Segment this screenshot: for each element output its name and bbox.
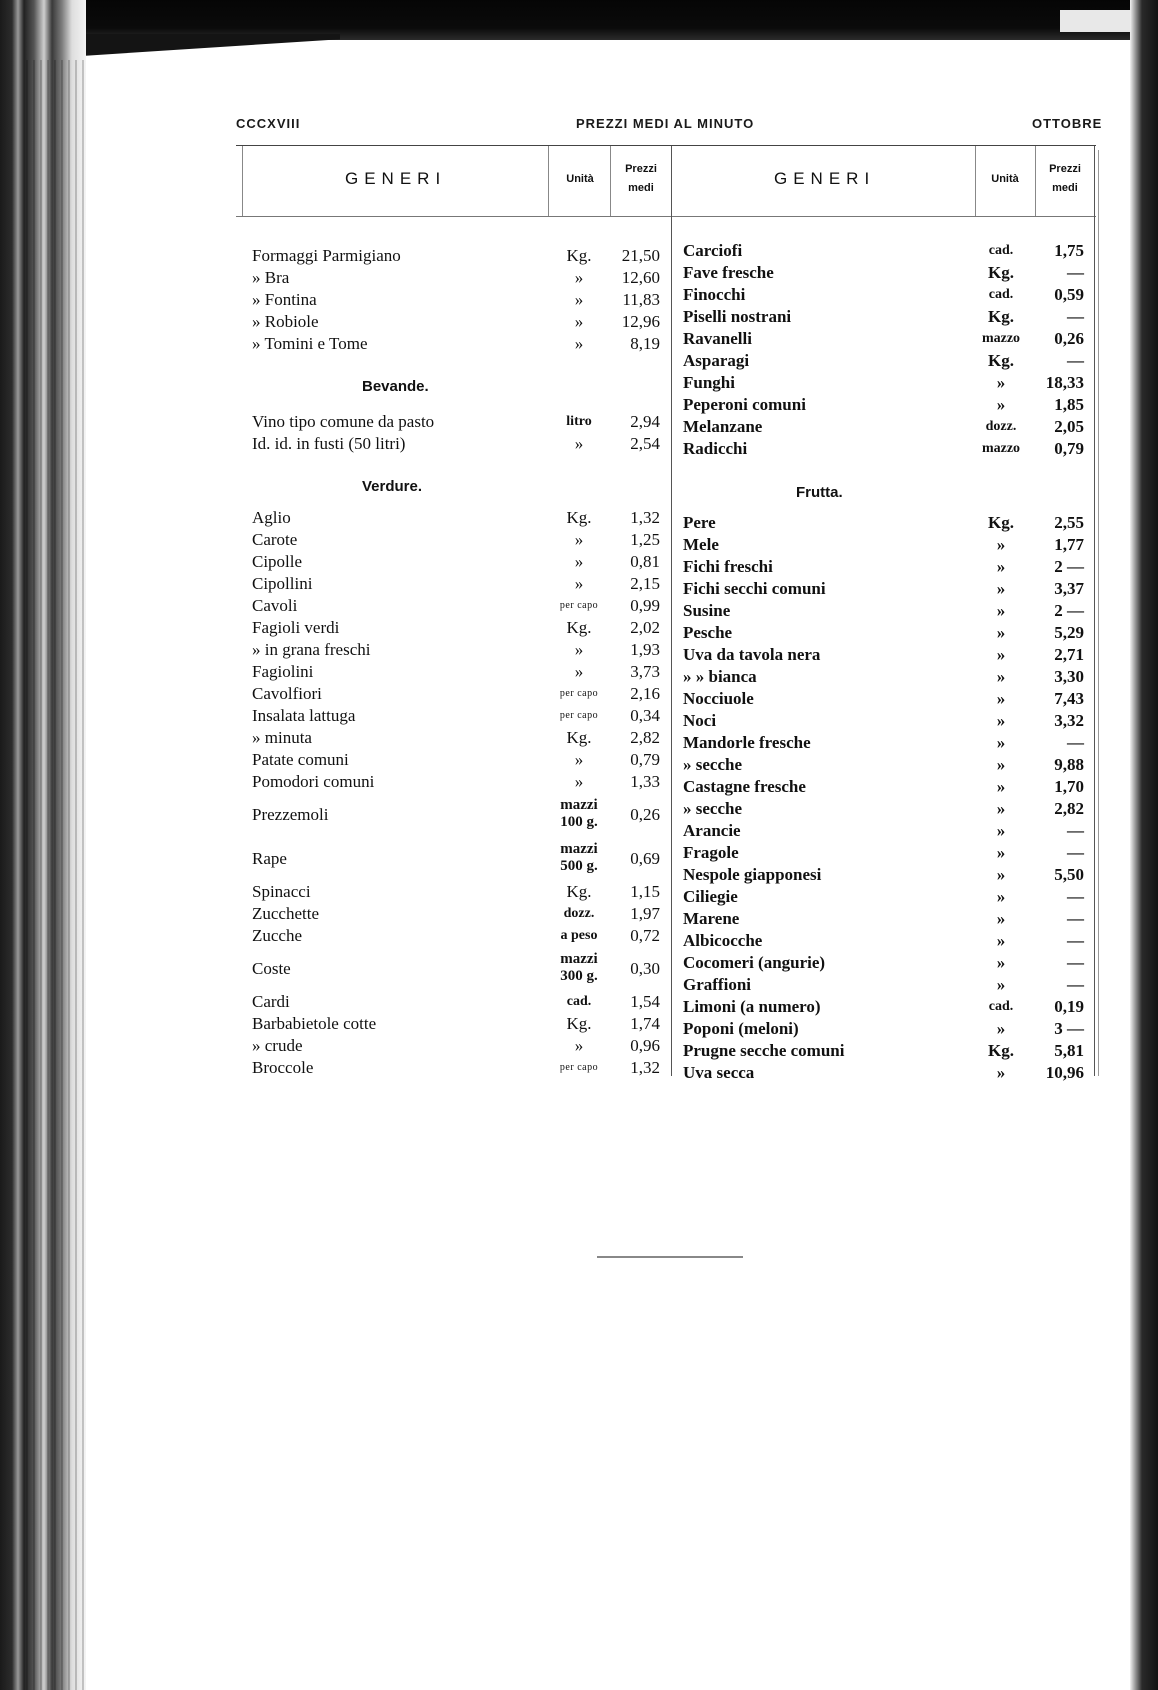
item-unit: dozz. [985,419,1017,434]
item-price: — [1067,821,1084,840]
item-name: Mele [683,535,719,554]
page-number: CCCXVIII [236,116,301,131]
prezzi-line-2: medi [1052,182,1078,194]
item-price: 0,81 [630,552,660,571]
item-price: 0,26 [630,805,660,824]
item-name: Ciliegie [683,887,738,906]
item-name: Pere [683,513,716,532]
col-header-prezzi-right [1036,160,1094,198]
item-price: 5,81 [1054,1041,1084,1060]
item-name: Id. id. in fusti (50 litri) [252,434,406,453]
item-price: 5,50 [1054,865,1084,884]
item-unit: cad. [988,243,1014,258]
item-price: 11,83 [622,290,660,309]
table-left-rule [242,146,243,216]
item-price: 7,43 [1054,689,1084,708]
item-unit: litro [566,414,592,429]
section-title-frutta: Frutta. [796,484,843,501]
item-price: 12,96 [621,312,660,331]
item-unit: » [574,772,584,791]
item-name: Limoni (a numero) [683,997,821,1016]
item-price: 2,02 [630,618,660,637]
item-price: 21,50 [621,246,660,265]
item-price: — [1067,351,1084,370]
item-name: Mandorle fresche [683,733,811,752]
item-price: 3,37 [1054,579,1084,598]
item-unit: » [996,557,1006,576]
item-name: Coste [252,959,291,978]
table-header-rule [236,216,1096,217]
page-title: PREZZI MEDI AL MINUTO [576,116,755,131]
item-unit: » [996,755,1006,774]
item-name: Melanzane [683,417,763,436]
table-right-rule-double [1098,150,1099,1076]
item-unit: » [996,953,1006,972]
item-price: 0,99 [630,596,660,615]
item-price: — [1067,887,1084,906]
item-name: Fragole [683,843,739,862]
item-price: 2,71 [1054,645,1084,664]
item-unit: » [574,268,584,287]
item-price: 1,85 [1054,395,1084,414]
item-name: Cipollini [252,574,313,593]
item-unit: » [574,334,584,353]
item-price: 1,70 [1054,777,1084,796]
item-price: — [1067,975,1084,994]
table-right-rule [1094,146,1095,1076]
scan-right-edge [1130,0,1158,1690]
item-unit: » [996,689,1006,708]
item-unit: Kg. [566,618,592,637]
item-unit: mazzo [981,331,1021,346]
item-price: — [1067,931,1084,950]
item-name: Cocomeri (angurie) [683,953,826,972]
item-price: 3,32 [1054,711,1084,730]
col-header-unita-left: Unità [566,173,594,185]
col-header-prezzi-left [612,160,670,198]
item-unit: » [996,373,1006,392]
item-price: 9,88 [1054,755,1084,774]
item-unit: » [996,821,1006,840]
item-price: 2 — [1054,557,1084,576]
item-price: 2,15 [630,574,660,593]
item-price: — [1067,909,1084,928]
item-name: Funghi [683,373,735,392]
col-header-unita-right: Unità [991,173,1019,185]
item-price: 1,32 [630,1058,660,1077]
item-name: Nespole giapponesi [683,865,822,884]
item-name: » minuta [252,728,312,747]
item-name: Vino tipo comune da pasto [252,412,435,431]
item-unit: » [996,601,1006,620]
col-rule-unita-left [548,146,549,216]
item-unit: » [996,1019,1006,1038]
item-unit: » [574,640,584,659]
item-price: 1,54 [630,992,660,1011]
item-name: » secche [683,755,743,774]
item-unit-line-1: mazzi [560,797,598,813]
item-price: — [1067,953,1084,972]
item-name: » Fontina [252,290,317,309]
item-name: Albicocche [683,931,763,950]
col-rule-prezzi-left [610,146,611,216]
col-rule-center [671,146,672,1076]
item-unit: Kg. [566,246,592,265]
item-name: » » bianca [683,667,757,686]
item-unit-line-2: 500 g. [560,858,598,874]
col-header-generi-left: GENERI [345,169,447,188]
item-unit-line-2: 300 g. [560,968,598,984]
item-unit: » [996,733,1006,752]
item-name: Broccole [252,1058,314,1077]
item-price: 0,72 [630,926,660,945]
scan-left-stripes [26,60,84,1690]
item-name: Aglio [252,508,291,527]
item-unit: per capo [559,710,599,721]
item-name: Zucchette [252,904,320,923]
item-unit: » [996,777,1006,796]
item-price: 0,34 [630,706,660,725]
item-name: Fichi freschi [683,557,773,576]
item-name: Fave fresche [683,263,774,282]
item-name: Carciofi [683,241,743,260]
item-price: 2,55 [1054,513,1084,532]
item-unit: » [996,667,1006,686]
item-unit: dozz. [563,906,595,921]
item-price: — [1067,263,1084,282]
item-unit: per capo [559,1062,599,1073]
item-name: Marene [683,909,740,928]
item-name: » Tomini e Tome [252,334,368,353]
item-price: 1,32 [630,508,660,527]
item-unit [548,841,610,875]
item-unit: » [996,931,1006,950]
item-name: Cavolfiori [252,684,322,703]
end-rule [597,1256,743,1258]
item-name: Carote [252,530,298,549]
item-name: Arancie [683,821,741,840]
col-header-generi-right: GENERI [774,169,876,188]
item-name: Prugne secche comuni [683,1041,845,1060]
item-price: 1,74 [630,1014,660,1033]
item-price: 0,59 [1054,285,1084,304]
item-price: 1,77 [1054,535,1084,554]
item-name: Fagioli verdi [252,618,340,637]
item-name: Cardi [252,992,290,1011]
item-name: Spinacci [252,882,311,901]
item-unit: mazzo [981,441,1021,456]
item-unit-line-1: mazzi [560,841,598,857]
item-name: Fagiolini [252,662,314,681]
section-title-bevande: Bevande. [362,378,429,395]
item-unit: » [996,645,1006,664]
item-name: Pomodori comuni [252,772,375,791]
item-name: Castagne fresche [683,777,806,796]
item-unit: Kg. [566,882,592,901]
item-name: Uva secca [683,1063,755,1082]
item-unit: » [996,799,1006,818]
item-unit: » [574,1036,584,1055]
item-price: 18,33 [1045,373,1084,392]
item-price: 2,82 [1054,799,1084,818]
item-name: » Bra [252,268,290,287]
item-unit: » [574,662,584,681]
item-price: — [1067,733,1084,752]
item-price: 3 — [1054,1019,1084,1038]
item-price: 1,15 [630,882,660,901]
item-price: 0,19 [1054,997,1084,1016]
item-name: Nocciuole [683,689,754,708]
item-unit: per capo [559,600,599,611]
item-price: 0,30 [630,959,660,978]
item-unit: » [996,535,1006,554]
item-unit: » [996,395,1006,414]
item-price: 0,79 [1054,439,1084,458]
item-price: — [1067,307,1084,326]
col-rule-unita-right [975,146,976,216]
item-unit: » [574,312,584,331]
table-top-rule [236,145,1096,146]
item-name: Formaggi Parmigiano [252,246,401,265]
item-name: Patate comuni [252,750,349,769]
item-name: Zucche [252,926,303,945]
item-price: 1,33 [630,772,660,791]
item-price: 10,96 [1045,1063,1084,1082]
item-unit: » [996,843,1006,862]
item-price: 1,97 [630,904,660,923]
item-unit: Kg. [566,1014,592,1033]
item-price: 2,54 [630,434,660,453]
item-unit: » [996,975,1006,994]
item-unit: » [996,623,1006,642]
item-name: Peperoni comuni [683,395,806,414]
item-name: Poponi (meloni) [683,1019,799,1038]
item-unit: » [574,552,584,571]
item-price: 3,73 [630,662,660,681]
item-name: Susine [683,601,731,620]
item-name: Rape [252,849,287,868]
item-name: Asparagi [683,351,750,370]
item-price: 0,26 [1054,329,1084,348]
item-unit: per capo [559,688,599,699]
item-name: » Robiole [252,312,319,331]
item-unit: » [996,579,1006,598]
item-price: 2,94 [630,412,660,431]
item-name: » in grana freschi [252,640,371,659]
item-price: 2 — [1054,601,1084,620]
item-unit [548,951,610,985]
item-unit: a peso [560,928,598,943]
item-name: Cipolle [252,552,303,571]
item-price: 2,05 [1054,417,1084,436]
item-unit: » [996,887,1006,906]
prezzi-line-1: Prezzi [1049,163,1081,175]
item-name: Fichi secchi comuni [683,579,826,598]
page-month: OTTOBRE [1032,116,1103,131]
item-unit: » [574,750,584,769]
item-unit: » [574,530,584,549]
item-price: 3,30 [1054,667,1084,686]
item-name: Radicchi [683,439,748,458]
item-price: 0,96 [630,1036,660,1055]
item-price: 5,29 [1054,623,1084,642]
item-name: Noci [683,711,717,730]
item-unit: Kg. [988,307,1014,326]
item-price: 2,82 [630,728,660,747]
item-name: Insalata lattuga [252,706,356,725]
item-name: Finocchi [683,285,746,304]
item-unit: » [996,711,1006,730]
item-unit: Kg. [566,508,592,527]
item-name: » secche [683,799,743,818]
item-unit: cad. [566,994,592,1009]
item-unit: » [574,290,584,309]
item-name: Ravanelli [683,329,752,348]
item-unit: cad. [988,287,1014,302]
item-unit: » [996,1063,1006,1082]
item-name: Graffioni [683,975,751,994]
item-unit: » [996,909,1006,928]
item-unit: Kg. [566,728,592,747]
item-unit-line-2: 100 g. [560,814,598,830]
item-name: Uva da tavola nera [683,645,821,664]
item-name: Prezzemoli [252,805,329,824]
item-price: 0,69 [630,849,660,868]
item-unit: » [574,434,584,453]
item-unit: Kg. [988,1041,1014,1060]
item-name: » crude [252,1036,303,1055]
item-price: 2,16 [630,684,660,703]
item-name: Barbabietole cotte [252,1014,377,1033]
item-price: 0,79 [630,750,660,769]
section-title-verdure: Verdure. [362,478,423,495]
item-price: — [1067,843,1084,862]
item-name: Pesche [683,623,733,642]
item-price: 12,60 [621,268,660,287]
item-unit: Kg. [988,513,1014,532]
item-price: 1,75 [1054,241,1084,260]
item-unit: » [996,865,1006,884]
item-price: 1,93 [630,640,660,659]
item-unit: » [574,574,584,593]
item-unit: Kg. [988,263,1014,282]
item-unit: Kg. [988,351,1014,370]
item-price: 1,25 [630,530,660,549]
prezzi-line-1: Prezzi [625,163,657,175]
item-unit: cad. [988,999,1014,1014]
item-name: Piselli nostrani [683,307,792,326]
prezzi-line-2: medi [628,182,654,194]
item-price: 8,19 [630,334,660,353]
item-name: Cavoli [252,596,298,615]
item-unit [548,797,610,831]
item-unit-line-1: mazzi [560,951,598,967]
